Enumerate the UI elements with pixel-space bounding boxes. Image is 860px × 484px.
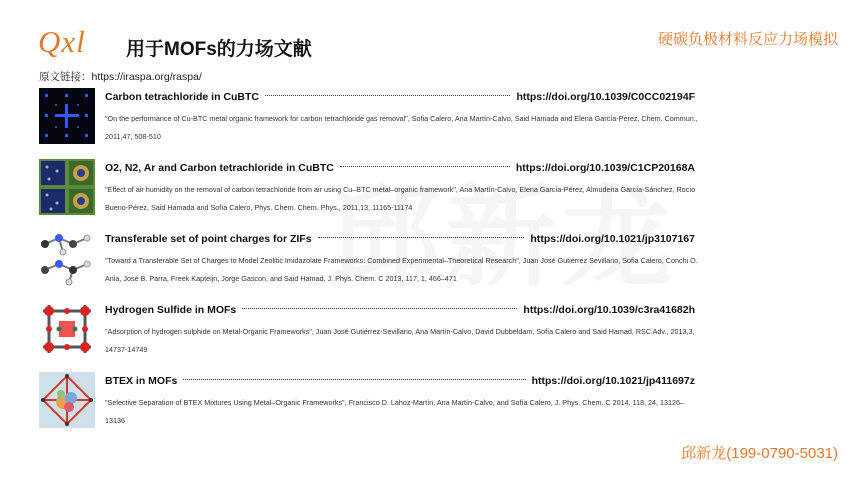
reference-item <box>39 88 698 159</box>
reference-title: Hydrogen Sulfide in MOFs <box>105 304 237 316</box>
dot-leader <box>265 95 510 96</box>
cubtc-adsorption-thumbnail <box>39 159 95 215</box>
reference-title: Carbon tetrachloride in CuBTC <box>105 91 260 103</box>
reference-heading <box>105 91 695 103</box>
dot-leader <box>340 166 510 167</box>
page-title: 用于MOFs的力场文献 <box>126 39 312 60</box>
reference-heading <box>105 162 695 174</box>
doi-link[interactable]: https://doi.org/10.1021/jp3107167 <box>530 233 695 245</box>
dot-leader <box>242 308 517 309</box>
zif-molecule-thumbnail <box>39 230 95 286</box>
doi-link[interactable]: https://doi.org/10.1039/c3ra41682h <box>523 304 695 316</box>
contact-info: 邱新龙(199-0790-5031) <box>681 445 838 462</box>
logo: Qxl <box>38 24 86 59</box>
reference-citation: "Adsorption of hydrogen sulphide on Metal-Organic Frameworks", Juan José Gutiérrez-Sevillano, Ana Martín-Calvo, David Dubbeldam, Sofía Calero and Said Hamad, RSC Adv., 2013,3, 14737-14749 <box>105 327 695 354</box>
reference-heading <box>105 233 695 245</box>
reference-citation: "Effect of air humidity on the removal of carbon tetrachloride from air using Cu–BTC metal–organic framework", Ana Martín-Calvo, Elena García-Pérez, Almudena García-Sánchez, Rocío Bueno-Pérez, Said Hamada and Sofía Calero, Phys. Chem. Chem. Phys., 2011,13, 11165-11174 <box>105 185 696 212</box>
mof-framework-thumbnail <box>39 301 95 357</box>
reference-heading <box>105 304 695 316</box>
dot-leader <box>318 237 525 238</box>
reference-citation: "Selective Separation of BTEX Mixtures Using Metal–Organic Frameworks", Francisco D. Lahoz-Martín, Ana Martín-Calvo, and Sofía Calero, J. Phys. Chem. C 2014, 118, 24, 13126–13136 <box>105 398 685 425</box>
doi-link[interactable]: https://doi.org/10.1039/C0CC02194F <box>516 91 695 103</box>
reference-citation: "Toward a Transferable Set of Charges to Model Zeolitic Imidazolate Frameworks: Combined Experimental–Theoretical Research", Juan José Gutiérrez Sevillano, Sofia Calero, Conchi O. Ania, José B. Parra, Freek Kapteijn, Jorge Gascon, and Said Hamad, J. Phys. Chem. C 2013, 117, 1, 466–471 <box>105 256 698 283</box>
reference-item <box>39 301 695 372</box>
reference-item <box>39 159 696 230</box>
dot-leader <box>183 379 525 380</box>
reference-item <box>39 230 698 301</box>
source-link[interactable]: 原文链接：https://iraspa.org/raspa/ <box>39 71 202 83</box>
btex-mof-thumbnail <box>39 372 95 428</box>
reference-title: O2, N2, Ar and Carbon tetrachloride in CuBTC <box>105 162 334 174</box>
doi-link[interactable]: https://doi.org/10.1021/jp411697z <box>531 375 695 387</box>
reference-citation: "On the performance of Cu-BTC metal organic framework for carbon tetrachloride gas removal", Sofia Calero, Ana Martín-Calvo, Said Hamada and Elena García-Pérez, Chem. Commun., 2011,47, 508-510 <box>105 114 698 141</box>
reference-title: BTEX in MOFs <box>105 375 178 387</box>
reference-heading <box>105 375 695 387</box>
reference-item <box>39 372 695 443</box>
reference-list <box>39 88 698 443</box>
reference-title: Transferable set of point charges for ZIFs <box>105 233 312 245</box>
header-subtitle: 硬碳负极材料反应力场模拟 <box>657 31 838 48</box>
doi-link[interactable]: https://doi.org/10.1039/C1CP20168A <box>515 162 695 174</box>
cubtc-structure-thumbnail <box>39 88 95 144</box>
